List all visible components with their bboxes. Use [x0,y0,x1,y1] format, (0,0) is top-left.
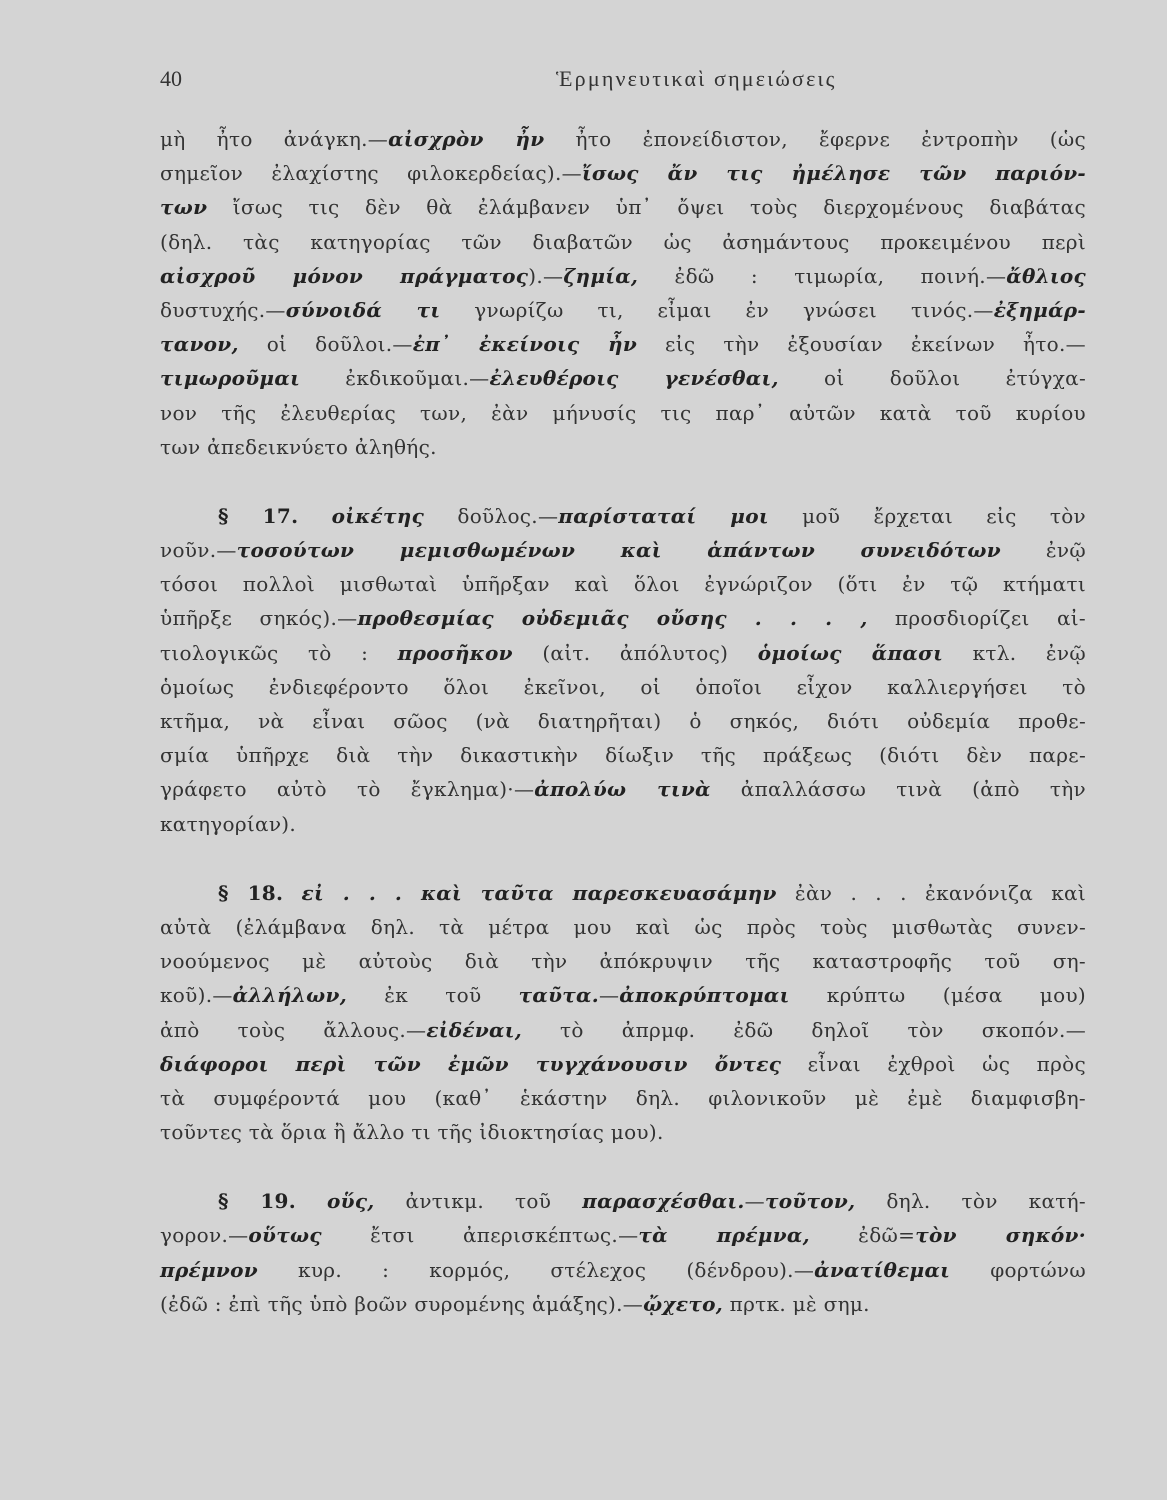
text-line [160,944,1086,978]
lemma-term: τιμωροῦμαι [160,366,301,391]
text-line [160,156,1086,190]
lemma-term: τοῦτον, [764,1189,856,1214]
lemma-term: ἀποκρύπτομαι [619,983,790,1008]
lemma-term: οὕς, [327,1189,375,1214]
text-line [160,430,1086,464]
text-line [160,978,1086,1012]
lemma-term: ὁμοίως ἅπασι [757,640,944,665]
text-line [160,293,1086,327]
text-run: δηλ. τὸν κατή- [855,1189,1086,1214]
section-number: § 17. [218,503,299,528]
paragraph-section-17 [160,499,1086,841]
text-line [160,567,1086,601]
text-run: κτλ. ἐνῷ [943,640,1086,665]
text-run: κοῦ).— [160,983,233,1008]
text-run: νοούμενος μὲ αὐτοὺς διὰ τὴν ἀπόκρυψιν τῆς καταστροφῆς τοῦ ση- [160,949,1086,974]
lemma-term: των [160,195,208,220]
text-run: κατηγορίαν). [160,811,297,836]
text-run: ἦτο ἐπονείδιστον, ἔφερνε ἐντροπὴν (ὡς [544,127,1086,151]
lemma-term: τανον, [160,332,239,357]
text-line [160,636,1086,670]
text-run: αὐτὰ (ἐλάμβανα δηλ. τὰ μέτρα μου καὶ ὡς πρὸς τοὺς μισθωτὰς συνεν- [160,914,1086,939]
lemma-term: παρίσταταί μοι [558,503,769,528]
text-run: νοῦν.— [160,538,237,563]
lemma-term: προσῆκον [397,640,513,665]
text-run [283,881,301,905]
lemma-term: εἰδέναι, [426,1017,522,1042]
text-line [160,1115,1086,1149]
text-run: ἐδῶ : τιμωρία, ποινή.— [638,263,1007,288]
lemma-term: ἐπ᾽ ἐκείνοις ἦν [412,332,638,357]
lemma-term: ταῦτα. [518,983,599,1008]
text-run: οἱ δοῦλοι ἐτύγχα- [778,366,1086,391]
text-run: ἀπὸ τοὺς ἄλλους.— [160,1017,427,1042]
lemma-term: τὰ πρέμνα, [638,1223,810,1248]
text-line [160,704,1086,738]
lemma-term: πρέμνον [160,1257,258,1282]
text-run: (ἐδῶ : ἐπὶ τῆς ὑπὸ βοῶν συρομένης ἁμάξης).— [160,1291,644,1316]
text-run: (δηλ. τὰς κατηγορίας τῶν διαβατῶν ὡς ἀσημάντους προκειμένου περὶ [160,229,1086,254]
section-number: § 18. [218,880,284,905]
paragraph-commentary-16 [160,122,1086,464]
text-line [160,533,1086,567]
text-run: κυρ. : κορμός, στέλεχος (δένδρου).— [257,1257,815,1282]
lemma-term: ἐλευθέροις γενέσθαι, [489,366,779,391]
lemma-term: σύνοιδά τι [285,297,441,322]
text-line [160,601,1086,635]
text-run: πρτκ. μὲ σημ. [723,1291,870,1316]
paragraph-section-18 [160,876,1086,1150]
running-title: Ἑρμηνευτικαὶ σημειώσεις [556,66,837,91]
lemma-term: εἰ . . . καὶ ταῦτα παρεσκευασάμην [301,880,777,905]
text-line [160,499,1086,533]
section-number: § 19. [218,1189,297,1214]
text-line [160,772,1086,806]
lemma-term: ἀπολύω τινὰ [534,777,711,802]
text-run: δυστυχής.— [160,297,286,322]
text-line [160,327,1086,361]
text-run: γορον.— [160,1223,249,1248]
text-run: σημεῖον ἐλαχίστης φιλοκερδείας).— [160,161,582,186]
text-run: — [744,1189,765,1214]
text-run: γνωρίζω τι, εἶμαι ἐν γνώσει τινός.— [440,297,994,322]
text-run [296,1189,327,1213]
lemma-term: ἄθλιος [1006,263,1087,288]
text-line [160,1081,1086,1115]
text-run: κρύπτω (μέσα μου) [789,983,1086,1008]
paragraph-section-19 [160,1184,1086,1321]
lemma-term: ἀλλήλων, [232,983,347,1008]
text-run: μοῦ ἔρχεται εἰς τὸν [768,503,1087,528]
text-line [160,1184,1086,1218]
text-line [160,122,1086,156]
text-run: φορτώνω [950,1257,1086,1282]
page-number: 40 [160,66,182,91]
lemma-term: προθεσμίας οὐδεμιᾶς οὔσης . . . , [357,606,868,631]
text-body [160,122,1086,1321]
text-run: γράφετο αὐτὸ τὸ ἔγκλημα)·— [160,777,535,802]
lemma-term: τὸν σηκόν· [915,1223,1086,1248]
text-line [160,738,1086,772]
lemma-term: ᾤχετο, [643,1291,724,1316]
text-run: τὸ ἀπρμφ. ἐδῶ δηλοῖ τὸν σκοπόν.— [522,1017,1086,1042]
text-line [160,1218,1086,1252]
lemma-term: οἰκέτης [331,503,425,528]
text-line [160,807,1086,841]
text-run: τόσοι πολλοὶ μισθωταὶ ὑπῆρξαν καὶ ὅλοι ἐγνώριζον (ὅτι ἐν τῷ κτήματι [160,572,1086,597]
text-line [160,225,1086,259]
text-run: ἐκδικοῦμαι.— [300,366,490,391]
lemma-term: παρασχέσθαι. [582,1189,745,1214]
text-line [160,670,1086,704]
text-run: εἶναι ἐχθροὶ ὡς πρὸς [781,1051,1086,1076]
lemma-term: οὕτως [248,1223,322,1248]
text-line [160,876,1086,910]
text-run: μὴ ἦτο ἀνάγκη.— [160,127,389,151]
lemma-term: ἐξημάρ- [993,297,1086,322]
text-run: των ἀπεδεικνύετο ἀληθής. [160,434,437,459]
text-run: οἱ δοῦλοι.— [238,332,413,357]
text-line [160,1013,1086,1047]
text-run: ὁμοίως ἐνδιεφέροντο ὅλοι ἐκεῖνοι, οἱ ὁποῖοι εἶχον καλλιεργήσει τὸ [160,674,1086,699]
lemma-term: ζημία, [563,263,639,288]
text-line [160,361,1086,395]
text-run [298,504,331,528]
text-run: (αἰτ. ἀπόλυτος) [512,640,758,665]
text-run: δοῦλος.— [424,503,559,528]
text-line [160,1253,1086,1287]
text-line [160,1287,1086,1321]
lemma-term: διάφοροι περὶ τῶν ἐμῶν τυγχάνουσιν ὄντες [160,1051,782,1076]
lemma-term: ἴσως ἄν τις ἠμέλησε τῶν παριόν- [581,161,1086,186]
text-run: προσδιορίζει αἰ- [867,606,1086,631]
text-line [160,396,1086,430]
lemma-term: αἰσχροῦ μόνον πράγματος [160,263,529,288]
text-line [160,1047,1086,1081]
text-run: τοῦντες τὰ ὅρια ἢ ἄλλο τι τῆς ἰδιοκτησίας μου). [160,1120,664,1145]
text-run: ἐὰν . . . ἐκανόνιζα καὶ [776,880,1086,905]
lemma-term: ἀνατίθεμαι [814,1257,951,1282]
text-line [160,910,1086,944]
text-run: ἀντικμ. τοῦ [374,1189,583,1214]
text-run: ).— [528,263,564,288]
text-run: σμία ὑπῆρχε διὰ τὴν δικαστικὴν δίωξιν τῆς πράξεως (διότι δὲν παρε- [160,743,1086,768]
text-run: ἔτσι ἀπερισκέπτως.— [321,1223,639,1248]
text-run: τιολογικῶς τὸ : [160,640,398,665]
text-run: νον τῆς ἐλευθερίας των, ἐὰν μήνυσίς τις παρ᾽ αὐτῶν κατὰ τοῦ κυρίου [160,400,1086,425]
text-run: — [598,983,620,1008]
text-run: ἐνῷ [1000,538,1086,563]
text-run: ὑπῆρξε σηκός).— [160,606,358,631]
text-run: ἀπαλλάσσω τινὰ (ἀπὸ τὴν [710,777,1086,802]
text-line [160,259,1086,293]
text-run: ἴσως τις δὲν θὰ ἐλάμβανεν ὑπ᾽ ὄψει τοὺς διερχομένους διαβάτας [207,195,1086,220]
text-line [160,190,1086,224]
text-run: ἐκ τοῦ [346,983,519,1008]
lemma-term: τοσούτων μεμισθωμένων καὶ ἁπάντων συνειδότων [236,538,1001,563]
page-header [160,66,1086,100]
text-run: ἐδῶ= [809,1223,916,1248]
text-run: εἰς τὴν ἐξουσίαν ἐκείνων ἦτο.— [637,332,1086,357]
lemma-term: αἰσχρὸν ἦν [388,127,545,151]
text-run: κτῆμα, νὰ εἶναι σῶος (νὰ διατηρῆται) ὁ σηκός, διότι οὐδεμία προθε- [160,709,1086,733]
text-run: τὰ συμφέροντά μου (καθ᾽ ἑκάστην δηλ. φιλονικοῦν μὲ ἐμὲ διαμφισβη- [160,1085,1086,1110]
